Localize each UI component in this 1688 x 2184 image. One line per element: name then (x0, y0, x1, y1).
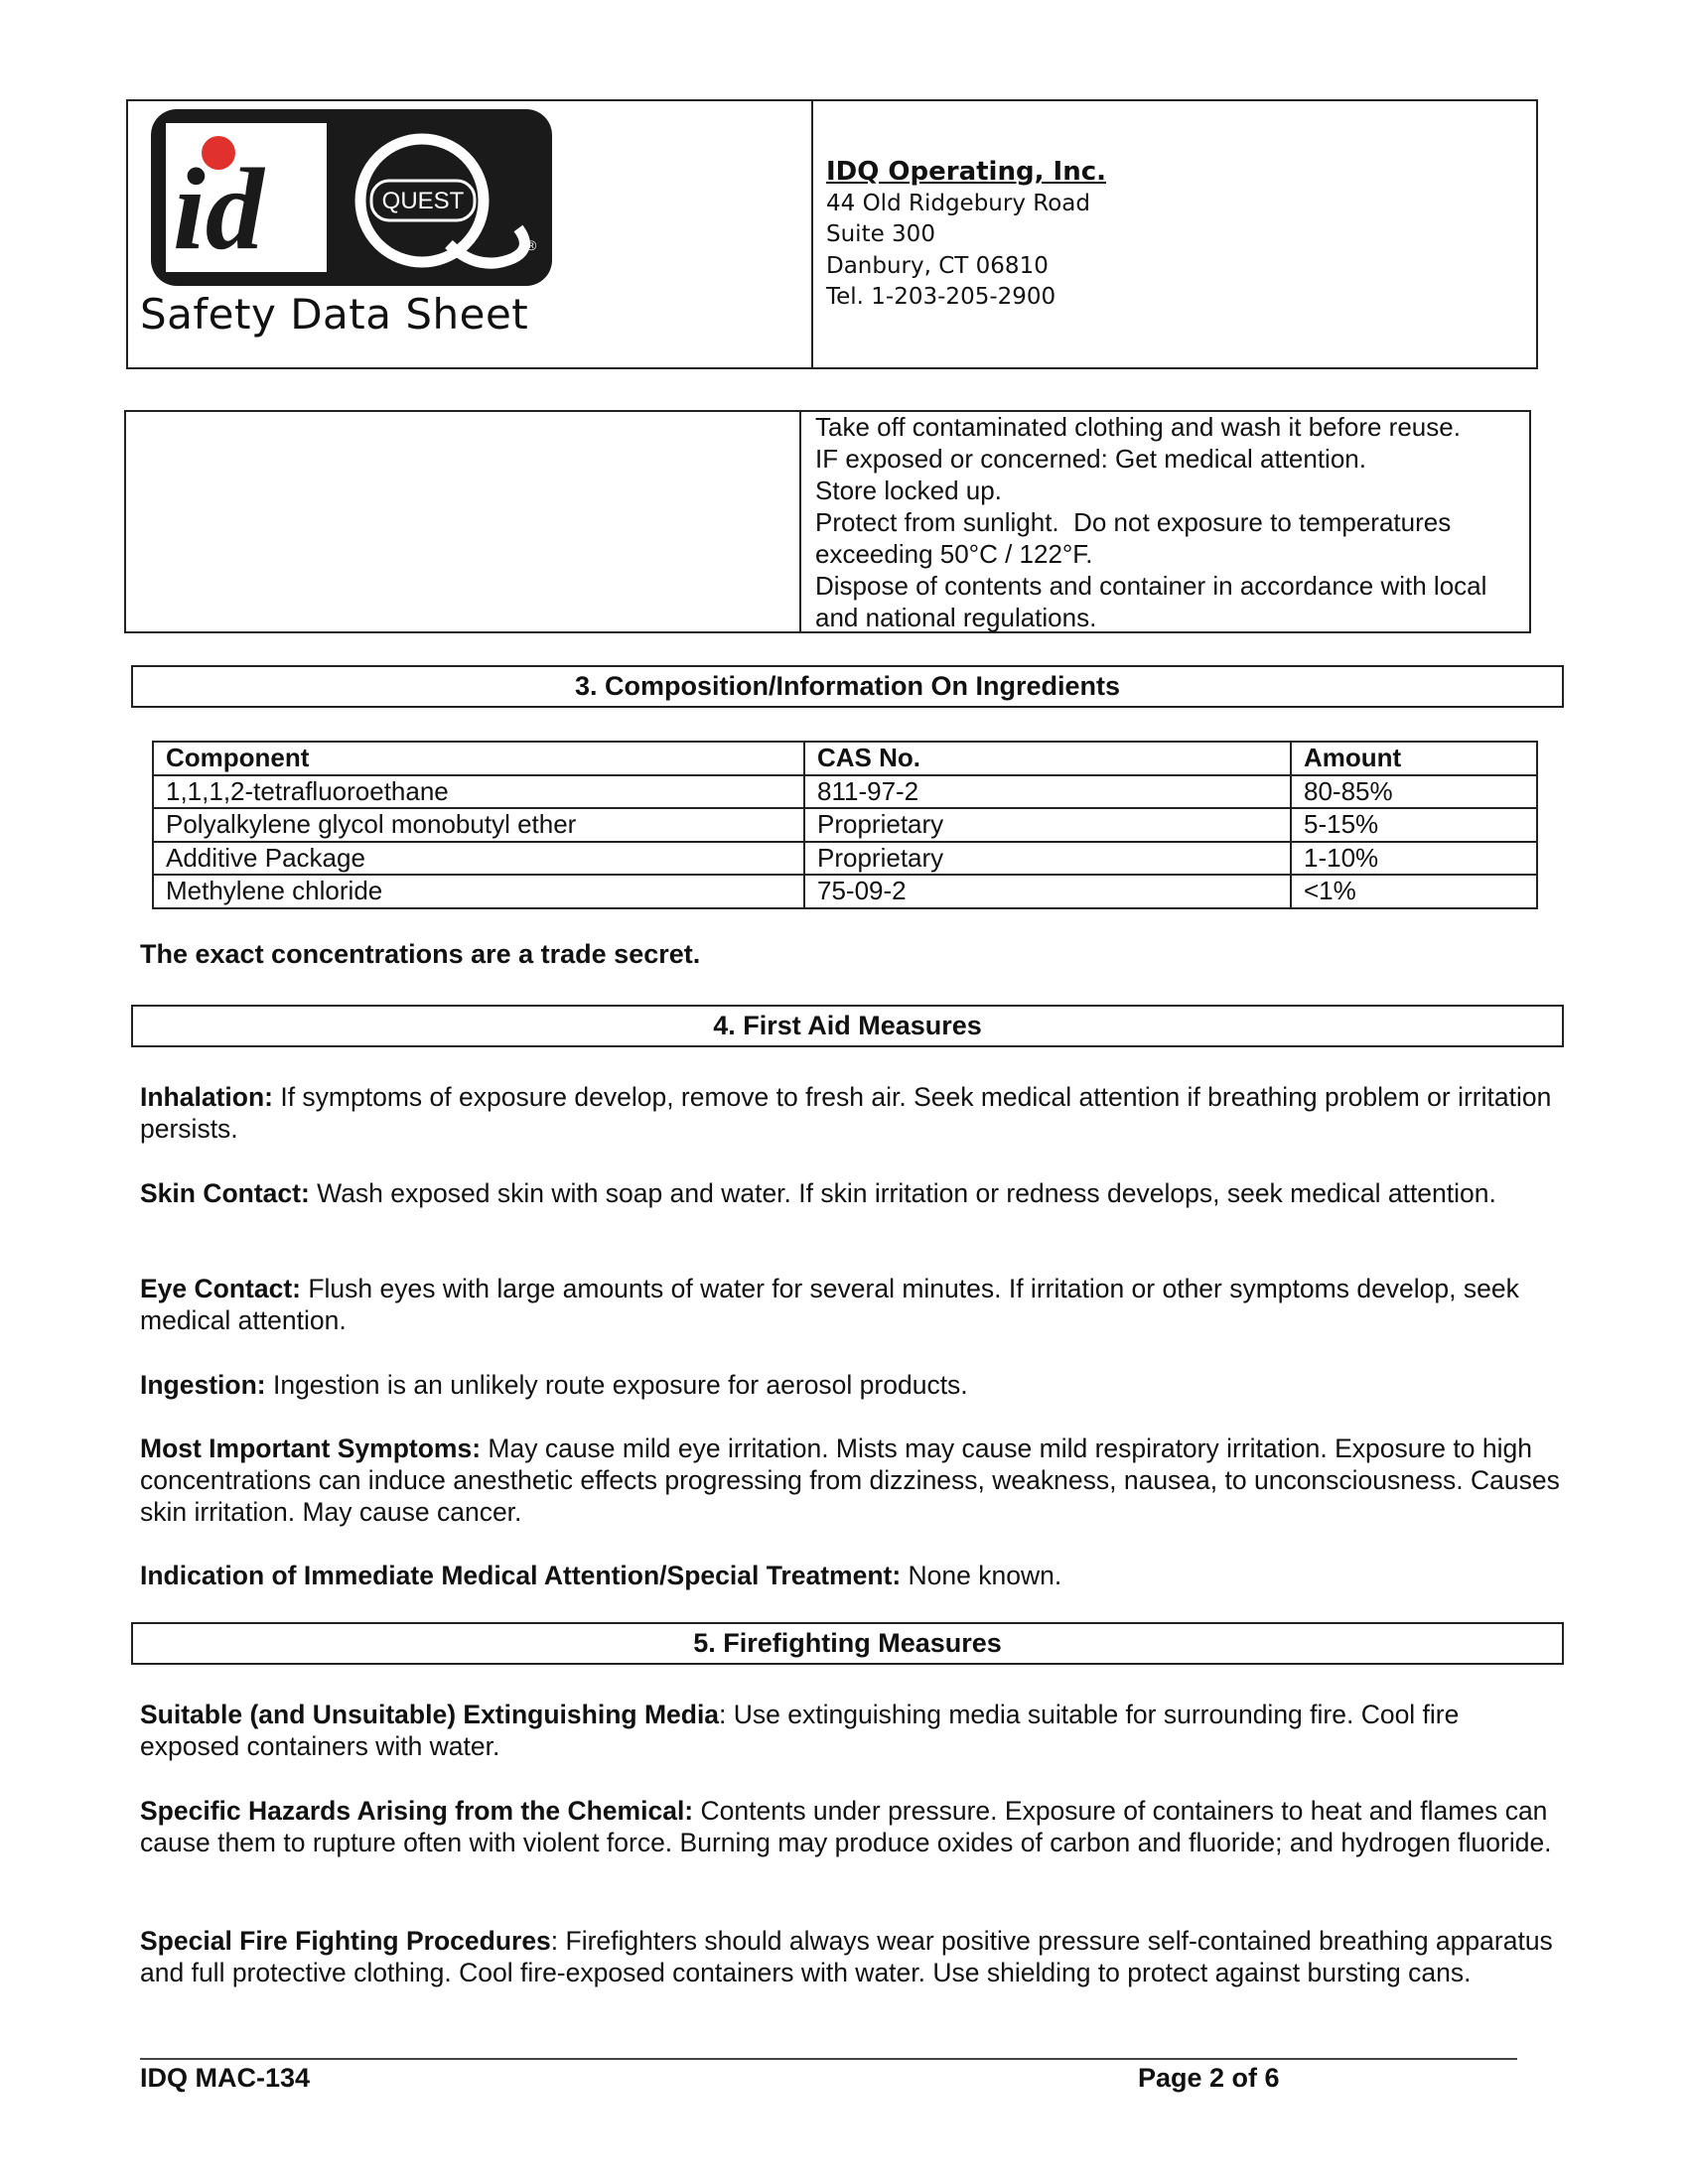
company-address-1: 44 Old Ridgebury Road (826, 190, 1090, 216)
first-aid-eye-contact (140, 1273, 1560, 1336)
table-cell: 80-85% (1291, 775, 1537, 809)
para-text: : Use extinguishing media suitable for surrounding fire. Cool fire exposed containers with water. (140, 1700, 1460, 1761)
first-aid-ingestion (140, 1369, 1560, 1401)
logo-registered-mark: ® (526, 237, 537, 253)
logo-quest-text: QUEST (381, 188, 465, 214)
header-divider (811, 99, 813, 369)
para-label: Specific Hazards Arising from the Chemical: (140, 1796, 694, 1826)
company-name: IDQ Operating, Inc. (826, 157, 1106, 187)
first-aid-medical-attention (140, 1560, 1560, 1591)
section-5-header: 5. Firefighting Measures (131, 1622, 1564, 1665)
para-label: Indication of Immediate Medical Attention/Special Treatment: (140, 1561, 902, 1590)
para-text: If symptoms of exposure develop, remove to fresh air. Seek medical attention if breathing problem or irritation persists. (140, 1082, 1552, 1144)
table-row (153, 775, 1537, 809)
footer-page-number: Page 2 of 6 (1138, 2063, 1280, 2093)
table-row (153, 808, 1537, 842)
section-4-header: 4. First Aid Measures (131, 1005, 1564, 1047)
table-cell: Additive Package (153, 842, 804, 876)
first-aid-symptoms (140, 1433, 1560, 1528)
footer-document-id: IDQ MAC-134 (140, 2063, 311, 2093)
idq-quest-logo (151, 109, 552, 286)
para-label: Ingestion: (140, 1370, 266, 1400)
company-city: Danbury, CT 06810 (826, 252, 1049, 279)
composition-table (152, 741, 1538, 909)
para-text: Wash exposed skin with soap and water. If skin irritation or redness develops, seek medical attention. (309, 1178, 1496, 1208)
precaution-line: Protect from sunlight. Do not exposure to temperatures exceeding 50°C / 122°F. (815, 507, 1459, 569)
para-text: : Firefighters should always wear positive pressure self-contained breathing apparatus and full protective clothing. Cool fire-exposed containers with water. Use shielding to protect against bursting cans. (140, 1926, 1553, 1987)
precaution-line: Store locked up. (815, 476, 1002, 505)
table-header-row (153, 742, 1537, 775)
firefighting-procedures (140, 1925, 1560, 1988)
table-row (153, 875, 1537, 908)
precaution-line: Dispose of contents and container in accordance with local and national regulations. (815, 571, 1494, 632)
company-block (826, 157, 1106, 314)
logo-id-text: id (173, 144, 264, 274)
table-cell: Polyalkylene glycol monobutyl ether (153, 808, 804, 842)
para-label: Special Fire Fighting Procedures (140, 1926, 551, 1956)
table-cell: 1-10% (1291, 842, 1537, 876)
table-cell: 1,1,1,2-tetrafluoroethane (153, 775, 804, 809)
company-phone: Tel. 1-203-205-2900 (826, 284, 1056, 310)
first-aid-skin-contact (140, 1177, 1560, 1209)
table-row (153, 842, 1537, 876)
table-cell: 811-97-2 (804, 775, 1291, 809)
document-title: Safety Data Sheet (140, 290, 529, 339)
column-header: Amount (1291, 742, 1537, 775)
para-text: Contents under pressure. Exposure of containers to heat and flames can cause them to rupture often with violent force. Burning may produce oxides of carbon and fluoride; and hydrogen fluoride. (140, 1796, 1552, 1857)
table-cell: <1% (1291, 875, 1537, 908)
table-cell: Methylene chloride (153, 875, 804, 908)
first-aid-inhalation (140, 1081, 1560, 1145)
section-3-header: 3. Composition/Information On Ingredients (131, 665, 1564, 708)
para-text: May cause mild eye irritation. Mists may cause mild respiratory irritation. Exposure to high concentrations can induce anesthetic effects progressing from dizziness, weakness, nausea, to unconsciousness. Causes skin irritation. May cause cancer. (140, 1433, 1560, 1527)
para-label: Most Important Symptoms: (140, 1433, 482, 1463)
firefighting-specific-hazards (140, 1795, 1560, 1858)
precaution-line: IF exposed or concerned: Get medical attention. (815, 444, 1366, 474)
footer-rule (140, 2058, 1517, 2060)
company-address-2: Suite 300 (826, 221, 935, 247)
table-cell: 5-15% (1291, 808, 1537, 842)
table-cell: Proprietary (804, 808, 1291, 842)
table-cell: Proprietary (804, 842, 1291, 876)
precautionary-divider (799, 410, 801, 633)
para-label: Skin Contact: (140, 1178, 310, 1208)
para-label: Suitable (and Unsuitable) Extinguishing Media (140, 1700, 720, 1729)
column-header: Component (153, 742, 804, 775)
precautionary-statements (815, 411, 1525, 633)
precaution-line: Take off contaminated clothing and wash it before reuse. (815, 412, 1461, 442)
table-cell: 75-09-2 (804, 875, 1291, 908)
firefighting-media (140, 1699, 1560, 1762)
para-text: None known. (901, 1561, 1062, 1590)
para-label: Inhalation: (140, 1082, 273, 1112)
para-text: Flush eyes with large amounts of water for several minutes. If irritation or other symptoms develop, seek medical attention. (140, 1274, 1519, 1335)
para-text: Ingestion is an unlikely route exposure for aerosol products. (265, 1370, 968, 1400)
trade-secret-note: The exact concentrations are a trade secret. (140, 939, 701, 969)
column-header: CAS No. (804, 742, 1291, 775)
para-label: Eye Contact: (140, 1274, 301, 1303)
